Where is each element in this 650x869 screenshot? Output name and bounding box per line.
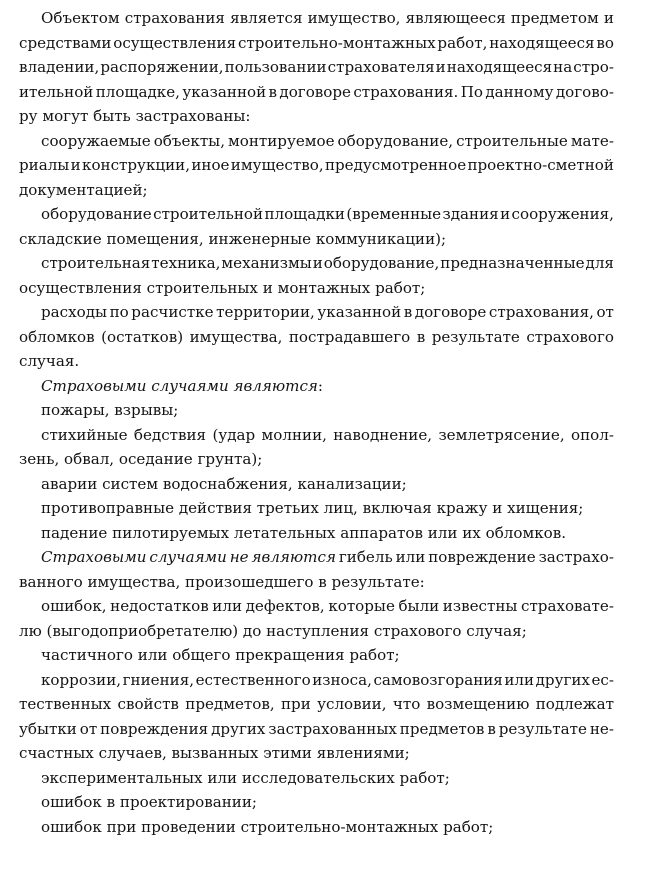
word: предметов,: [185, 695, 275, 713]
word: которые: [328, 597, 395, 615]
word: и: [500, 205, 511, 223]
word: площадки: [264, 205, 345, 223]
word: опол-: [571, 425, 614, 444]
word: страхового: [526, 327, 614, 346]
word: данному: [485, 82, 554, 101]
word: расчистке: [131, 303, 214, 321]
line-text: ванного имущества, произошедшего в результате:: [19, 572, 425, 591]
word: в: [487, 719, 496, 738]
word: молнии,: [261, 425, 327, 444]
word: во: [596, 33, 614, 52]
word: расходы: [41, 303, 108, 321]
text-line: [19, 251, 614, 276]
document-page: [19, 6, 614, 839]
word: являющееся: [405, 9, 506, 27]
text-line: [19, 423, 614, 448]
word: владении,: [19, 58, 100, 76]
word: территории,: [216, 303, 315, 321]
text-line: [19, 374, 614, 399]
word: оборудование: [41, 205, 152, 223]
text-line: [19, 80, 614, 105]
word: предметом: [510, 9, 599, 27]
word: ительной: [19, 82, 94, 101]
word: недостатков: [110, 597, 209, 615]
word: самовозгорания: [373, 670, 503, 689]
text-line: [19, 325, 614, 350]
word: возмещению: [426, 695, 530, 713]
word: (удар: [212, 425, 256, 444]
word: гибель: [338, 548, 393, 566]
text-line: [19, 55, 614, 80]
word: или: [395, 548, 426, 566]
word: Объектом: [41, 9, 120, 27]
text-line: [19, 129, 614, 154]
word: техника,: [151, 254, 221, 272]
word: наводнение,: [333, 425, 433, 444]
word: при: [280, 695, 311, 713]
word: страхования.: [353, 82, 459, 101]
word: повреждение: [428, 548, 536, 566]
word: предусмотренное: [324, 156, 467, 174]
word: пострадавшего: [288, 327, 411, 346]
word: или: [212, 597, 243, 615]
word: (временные: [346, 205, 442, 223]
word: площадке,: [95, 82, 180, 101]
word: указанной: [317, 303, 402, 321]
word: в: [268, 82, 278, 101]
word: бедствия: [133, 425, 207, 444]
word: монтируемое: [228, 131, 335, 150]
word: договоре: [414, 303, 487, 321]
word: сооружения,: [511, 205, 614, 223]
text-line: [19, 178, 614, 203]
word: механизмы: [221, 254, 312, 272]
word: других: [535, 670, 590, 689]
word: обломков: [19, 327, 95, 346]
word: средствами: [19, 33, 112, 52]
word: строительно-монтажных: [237, 33, 436, 52]
text-line: [19, 447, 614, 472]
text-line: [19, 741, 614, 766]
word: находящееся: [446, 58, 553, 76]
line-text: зень, обвал, оседание грунта);: [19, 450, 263, 468]
text-line: [19, 398, 614, 423]
word: и: [603, 9, 614, 27]
word: от: [596, 303, 614, 321]
word: случаями: [149, 548, 227, 566]
word: оборудование,: [337, 131, 454, 150]
word: других: [211, 719, 266, 738]
word: находящееся: [489, 33, 595, 52]
word: имущество,: [230, 156, 324, 174]
word: договоре: [279, 82, 351, 101]
word: или: [504, 670, 535, 689]
word: объекты,: [153, 131, 225, 150]
text-line: [19, 349, 614, 374]
text-line: [19, 202, 614, 227]
word: По: [460, 82, 483, 101]
word: в: [416, 327, 426, 346]
line-text: противоправные действия третьих лиц, включая кражу и хищения;: [41, 499, 584, 517]
text-line: [19, 300, 614, 325]
word: указанной: [182, 82, 267, 101]
word: на: [553, 58, 573, 76]
text-line: [19, 496, 614, 521]
line-text: экспериментальных или исследовательских работ;: [41, 768, 450, 787]
line-text: падение пилотируемых летательных аппаратов или их обломков.: [41, 523, 567, 542]
word: имущество,: [307, 9, 401, 27]
word: Страховыми: [41, 548, 147, 566]
text-line: [19, 717, 614, 742]
word: строительная: [41, 254, 151, 272]
text-line: [19, 766, 614, 791]
line-text: складские помещения, инженерные коммуникации);: [19, 229, 447, 248]
text-line: [19, 545, 614, 570]
line-text: :: [317, 376, 323, 395]
word: для: [585, 254, 614, 272]
word: страхования: [124, 9, 225, 27]
line-text: ошибок в проектировании;: [41, 793, 257, 811]
word: является: [230, 9, 303, 27]
word: пользовании: [224, 58, 327, 76]
word: были: [398, 597, 440, 615]
word: стихийные: [41, 425, 128, 444]
word: (остатков): [101, 327, 184, 346]
line-text: частичного или общего прекращения работ;: [41, 646, 400, 664]
word: что: [392, 695, 421, 713]
word: коррозии,: [41, 670, 122, 689]
word: работ,: [437, 33, 488, 52]
text-line: [19, 668, 614, 693]
word: мате-: [570, 131, 614, 150]
line-text: ошибок при проведении строительно-монтажных работ;: [41, 817, 494, 836]
word: иное: [191, 156, 230, 174]
word: убытки: [19, 719, 77, 738]
text-line: [19, 790, 614, 815]
word: подлежат: [535, 695, 614, 713]
word: застрахо-: [538, 548, 614, 566]
word: ошибок,: [41, 597, 107, 615]
text-line: [19, 153, 614, 178]
word: не-: [589, 719, 614, 738]
word: являются: [251, 548, 336, 566]
text-line: [19, 815, 614, 840]
word: застрахованных: [268, 719, 397, 738]
text-line: [19, 594, 614, 619]
word: догово-: [555, 82, 614, 101]
word: естественного: [195, 670, 311, 689]
line-text: случая.: [19, 352, 80, 370]
text-line: [19, 104, 614, 129]
word: стро-: [573, 58, 614, 76]
word: сооружаемые: [41, 131, 151, 150]
word: страхователя: [327, 58, 435, 76]
word: здания: [442, 205, 499, 223]
word: гниения,: [122, 670, 195, 689]
word: от: [79, 719, 98, 738]
line-text: документацией;: [19, 180, 148, 199]
word: предметов: [399, 719, 485, 738]
text-line: [19, 692, 614, 717]
text-line: [19, 31, 614, 56]
word: страхования,: [488, 303, 594, 321]
word: тественных: [19, 695, 112, 713]
line-text: счастных случаев, вызванных этими явлениями;: [19, 744, 410, 762]
word: страховате-: [520, 597, 614, 615]
word: по: [109, 303, 129, 321]
line-text: ру могут быть застрахованы:: [19, 107, 251, 125]
word: не: [229, 548, 249, 566]
text-line: [19, 619, 614, 644]
word: осуществления: [113, 33, 237, 52]
word: дефектов,: [245, 597, 325, 615]
word: условии,: [317, 695, 387, 713]
text-line: [19, 643, 614, 668]
text-line: [19, 6, 614, 31]
italic-term: Страховыми случаями являются: [41, 376, 318, 395]
word: ес-: [591, 670, 614, 689]
word: землетрясение,: [438, 425, 565, 444]
word: оборудование,: [323, 254, 440, 272]
line-text: осуществления строительных и монтажных работ;: [19, 278, 426, 297]
text-line: [19, 521, 614, 546]
word: имущества,: [189, 327, 283, 346]
word: проектно-сметной: [467, 156, 614, 174]
word: распоряжении,: [100, 58, 224, 76]
line-text: аварии систем водоснабжения, канализации;: [41, 474, 407, 493]
line-text: лю (выгодоприобретателю) до наступления страхового случая;: [19, 621, 527, 640]
word: предназначенные: [440, 254, 585, 272]
word: и: [435, 58, 446, 76]
text-line: [19, 276, 614, 301]
word: результате: [498, 719, 587, 738]
word: известны: [442, 597, 518, 615]
word: конструкции,: [82, 156, 191, 174]
word: результате: [431, 327, 520, 346]
word: строительной: [153, 205, 264, 223]
word: свойств: [117, 695, 179, 713]
word: износа,: [312, 670, 372, 689]
word: и: [70, 156, 81, 174]
text-line: [19, 227, 614, 252]
word: повреждения: [100, 719, 209, 738]
line-text: пожары, взрывы;: [41, 401, 179, 419]
text-line: [19, 472, 614, 497]
word: и: [312, 254, 323, 272]
word: риалы: [19, 156, 70, 174]
text-line: [19, 570, 614, 595]
word: строительные: [456, 131, 568, 150]
word: в: [403, 303, 413, 321]
